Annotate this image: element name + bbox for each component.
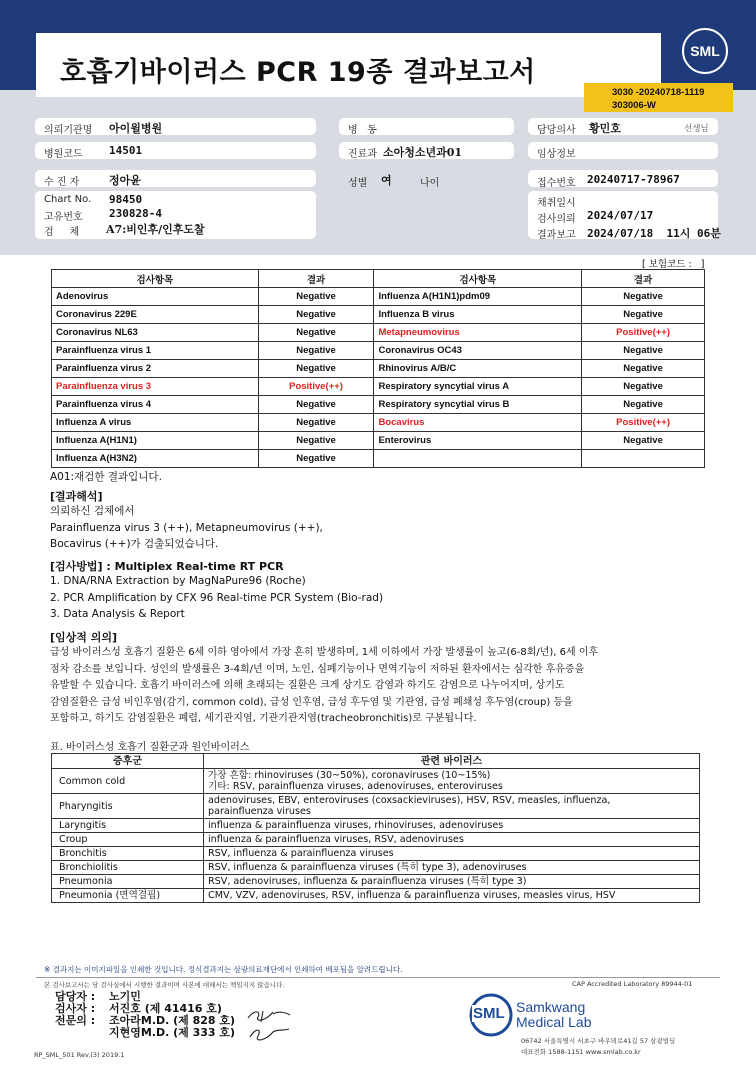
specimen-label: 검 체 bbox=[44, 227, 80, 238]
test-result: Negative bbox=[258, 306, 374, 324]
doctor-label: 담당의사 bbox=[537, 125, 576, 136]
report-date-value: 2024/07/18 11시 06분 bbox=[587, 227, 721, 240]
header-related-virus: 관련 바이러스 bbox=[204, 754, 700, 769]
footer-notice: ※ 결과지는 이미지파일을 인쇄한 것입니다. 정식결과지는 삼광의료재단에서 인쇄하여 배포됨을 알려드립니다. bbox=[44, 965, 403, 974]
report-code-line2: 303006-W bbox=[612, 100, 656, 111]
related-viruses bbox=[204, 889, 700, 903]
staff-role: 전문의 : bbox=[55, 1014, 96, 1027]
virus-line: RSV, adenoviruses, influenza & parainfluenza viruses (특히 type 3) bbox=[208, 876, 527, 887]
disease-row bbox=[52, 819, 700, 833]
test-result: Negative bbox=[258, 288, 374, 306]
syndrome-name: Common cold bbox=[52, 769, 204, 794]
staff-role: 담당자 : bbox=[55, 990, 96, 1003]
interpretation-line: 의뢰하신 검체에서 bbox=[50, 505, 135, 517]
result-row bbox=[52, 432, 705, 450]
related-viruses bbox=[204, 847, 700, 861]
interpretation-line: Parainfluenza virus 3 (++), Metapneumovirus (++), bbox=[50, 521, 323, 534]
test-item: Influenza A(H3N2) bbox=[52, 450, 259, 468]
sml-logo: SML bbox=[682, 28, 728, 74]
header-test-item: 검사항목 bbox=[374, 270, 582, 288]
unique-no-value: 230828-4 bbox=[109, 207, 162, 220]
test-result: Negative bbox=[258, 450, 374, 468]
interpretation-line: Bocavirus (++)가 검출되었습니다. bbox=[50, 538, 219, 550]
test-item: Coronavirus OC43 bbox=[374, 342, 582, 360]
hospital-code-value: 14501 bbox=[109, 144, 143, 157]
staff-list bbox=[55, 991, 235, 1039]
brand-name bbox=[516, 1000, 592, 1030]
test-item: Coronavirus 229E bbox=[52, 306, 259, 324]
test-item: Parainfluenza virus 2 bbox=[52, 360, 259, 378]
contact-line: 대표전화 1588-1151 www.smlab.co.kr bbox=[521, 1048, 641, 1056]
clinical-meaning-text bbox=[50, 645, 598, 728]
institution-label: 의뢰기관명 bbox=[44, 125, 93, 136]
test-result: Negative bbox=[258, 396, 374, 414]
test-item: Parainfluenza virus 4 bbox=[52, 396, 259, 414]
sex-label: 성별 bbox=[348, 178, 368, 189]
related-viruses bbox=[204, 875, 700, 889]
result-row bbox=[52, 342, 705, 360]
sex-value: 여 bbox=[381, 174, 392, 187]
hospital-code-label: 병원코드 bbox=[44, 149, 83, 160]
header-result: 결과 bbox=[582, 270, 705, 288]
test-item: Influenza A virus bbox=[52, 414, 259, 432]
related-viruses bbox=[204, 794, 700, 819]
chart-no-label: Chart No. bbox=[44, 194, 92, 205]
result-row bbox=[52, 360, 705, 378]
clinical-meaning-line: 점차 감소를 보입니다. 성인의 발생률은 3-4회/년 이며, 노인, 심폐기능이나 면역기능이 저하된 환자에서는 심각한 후유증을 bbox=[50, 663, 585, 675]
virus-line: influenza & parainfluenza viruses, RSV, adenoviruses bbox=[208, 834, 464, 845]
department-label: 진료과 bbox=[348, 149, 377, 160]
report-title: 호흡기바이러스 PCR 19종 결과보고서 bbox=[60, 57, 536, 88]
disease-table bbox=[51, 753, 700, 903]
footer-divider bbox=[36, 977, 720, 978]
address-line: 06742 서울특별시 서초구 바우뫼로41길 57 삼광빌딩 bbox=[521, 1037, 676, 1045]
method-line: 2. PCR Amplification by CFX 96 Real-time PCR System (Bio-rad) bbox=[50, 591, 384, 604]
related-viruses bbox=[204, 833, 700, 847]
test-item: Respiratory syncytial virus A bbox=[374, 378, 582, 396]
related-viruses bbox=[204, 769, 700, 794]
request-value: 2024/07/17 bbox=[587, 209, 654, 222]
virus-line: 가장 흔함: rhinoviruses (30~50%), coronaviruses (10~15%) bbox=[208, 770, 491, 781]
staff-role: 검사자 : bbox=[55, 1002, 96, 1015]
header-syndrome: 증후군 bbox=[52, 754, 204, 769]
insurance-code: [ 보험코드 : ] bbox=[642, 259, 705, 270]
collect-label: 채취일시 bbox=[537, 198, 576, 209]
sml-footer-logo: SML bbox=[473, 1005, 505, 1022]
report-code-line1: 3030 -20240718-1119 bbox=[612, 87, 705, 98]
result-row bbox=[52, 288, 705, 306]
syndrome-name: Laryngitis bbox=[52, 819, 204, 833]
report-code-tag bbox=[584, 83, 733, 112]
signature-image bbox=[245, 1003, 295, 1043]
test-result: Negative bbox=[582, 432, 705, 450]
brand-line: Samkwang bbox=[516, 999, 586, 1015]
virus-line: adenoviruses, EBV, enteroviruses (coxsackieviruses), HSV, RSV, measles, influenza, bbox=[208, 795, 611, 806]
test-result: Negative bbox=[582, 306, 705, 324]
age-label: 나이 bbox=[420, 178, 440, 189]
disease-row bbox=[52, 833, 700, 847]
test-result: Negative bbox=[582, 342, 705, 360]
doctor-value: 황민호 bbox=[589, 122, 621, 135]
receipt-value: 20240717-78967 bbox=[587, 173, 680, 186]
request-label: 검사의뢰 bbox=[537, 214, 576, 225]
ward-label: 병 동 bbox=[348, 125, 377, 136]
patient-name-value: 정아윤 bbox=[109, 174, 141, 187]
result-row bbox=[52, 378, 705, 396]
staff-name: 노기민 bbox=[109, 990, 141, 1003]
staff-name: 지현영M.D. (제 333 호) bbox=[109, 1026, 236, 1039]
test-item: Influenza A(H1N1)pdm09 bbox=[374, 288, 582, 306]
method-text bbox=[50, 573, 383, 623]
virus-line: CMV, VZV, adenoviruses, RSV, influenza & parainfluenza viruses, measles virus, HSV bbox=[208, 890, 616, 901]
test-result: Negative bbox=[258, 342, 374, 360]
test-item bbox=[374, 450, 582, 468]
disease-row bbox=[52, 847, 700, 861]
test-item: Parainfluenza virus 3 bbox=[52, 378, 259, 396]
method-title: [검사방법] : Multiplex Real-time RT PCR bbox=[50, 560, 284, 573]
patient-name-label: 수 진 자 bbox=[44, 177, 80, 188]
clinical-meaning-line: 감염질환은 급성 비인후염(감기, common cold), 급성 인후염, 급성 후두염 및 기관염, 급성 폐쇄성 후두염(croup) 등을 bbox=[50, 696, 573, 708]
interpretation-text bbox=[50, 503, 323, 553]
staff-name: 서진호 (제 41416 호) bbox=[109, 1002, 222, 1015]
method-line: 1. DNA/RNA Extraction by MagNaPure96 (Roche) bbox=[50, 575, 306, 587]
results-table bbox=[51, 269, 705, 468]
disease-table-caption: 표. 바이러스성 호흡기 질환군과 원인바이러스 bbox=[50, 742, 250, 753]
syndrome-name: Bronchitis bbox=[52, 847, 204, 861]
results-header-row bbox=[52, 270, 705, 288]
test-item: Bocavirus bbox=[374, 414, 582, 432]
disease-row bbox=[52, 769, 700, 794]
report-date-label: 결과보고 bbox=[537, 230, 576, 241]
related-viruses bbox=[204, 819, 700, 833]
test-result: Negative bbox=[582, 288, 705, 306]
syndrome-name: Bronchiolitis bbox=[52, 861, 204, 875]
test-result: Negative bbox=[258, 414, 374, 432]
test-item: Adenovirus bbox=[52, 288, 259, 306]
method-line: 3. Data Analysis & Report bbox=[50, 608, 185, 620]
retest-note: A01:재검한 결과입니다. bbox=[50, 471, 162, 483]
disease-row bbox=[52, 889, 700, 903]
test-result: Negative bbox=[258, 432, 374, 450]
header-test-item: 검사항목 bbox=[52, 270, 259, 288]
staff-name: 조아라M.D. (제 828 호) bbox=[109, 1014, 236, 1027]
result-row bbox=[52, 306, 705, 324]
virus-line: RSV, influenza & parainfluenza viruses (특히 type 3), adenoviruses bbox=[208, 862, 527, 873]
interpretation-title: [결과해석] bbox=[50, 490, 103, 503]
test-result: Negative bbox=[258, 324, 374, 342]
test-result: Positive(++) bbox=[258, 378, 374, 396]
clinical-meaning-line: 급성 바이러스성 호흡기 질환은 6세 이하 영아에서 가장 흔히 발생하며, 1세 이하에서 가장 발생률이 높고(6-8회/년), 6세 이후 bbox=[50, 647, 599, 658]
virus-line: 기타: RSV, parainfluenza viruses, adenoviruses, enteroviruses bbox=[208, 781, 503, 792]
clinical-meaning-title: [임상적 의의] bbox=[50, 631, 118, 644]
test-item: Rhinovirus A/B/C bbox=[374, 360, 582, 378]
syndrome-name: Pneumonia (면역결핍) bbox=[52, 889, 204, 903]
virus-line: RSV, influenza & parainfluenza viruses bbox=[208, 848, 394, 859]
test-result: Positive(++) bbox=[582, 414, 705, 432]
test-result: Negative bbox=[582, 360, 705, 378]
disease-row bbox=[52, 875, 700, 889]
institution-value: 아이윌병원 bbox=[109, 122, 163, 135]
syndrome-name: Croup bbox=[52, 833, 204, 847]
chart-no-value: 98450 bbox=[109, 193, 143, 206]
related-viruses bbox=[204, 861, 700, 875]
clinical-info-label: 임상정보 bbox=[537, 149, 576, 160]
result-row bbox=[52, 414, 705, 432]
test-item: Parainfluenza virus 1 bbox=[52, 342, 259, 360]
clinical-meaning-line: 유발할 수 있습니다. 호흡기 바이러스에 의해 초래되는 질환은 크게 상기도 감염과 하기도 감염으로 나누어지며, 상기도 bbox=[50, 680, 565, 691]
doctor-suffix: 선생님 bbox=[684, 124, 709, 134]
department-value: 소아청소년과01 bbox=[383, 146, 463, 159]
result-row bbox=[52, 450, 705, 468]
clinical-meaning-line: 포함하고, 하기도 감염질환은 폐렴, 세기관지염, 기관기관지염(tracheobronchitis)로 구분됩니다. bbox=[50, 713, 477, 724]
footer-disclaimer: 본 검사보고서는 당 검사실에서 시행한 결과이며 사본에 대해서는 책임지지 않습니다. bbox=[44, 981, 285, 989]
test-result: Negative bbox=[258, 360, 374, 378]
brand-line: Medical Lab bbox=[516, 1014, 592, 1030]
result-row bbox=[52, 396, 705, 414]
virus-line: influenza & parainfluenza viruses, rhinoviruses, adenoviruses bbox=[208, 820, 504, 831]
virus-line: parainfluenza viruses bbox=[208, 806, 311, 817]
receipt-label: 접수번호 bbox=[537, 178, 576, 189]
test-result: Negative bbox=[582, 396, 705, 414]
test-item: Enterovirus bbox=[374, 432, 582, 450]
syndrome-name: Pharyngitis bbox=[52, 794, 204, 819]
form-code: RP_SML_501 Rev.(3) 2019.1 bbox=[34, 1051, 125, 1059]
test-item: Influenza B virus bbox=[374, 306, 582, 324]
specimen-value: A7:비인후/인후도찰 bbox=[106, 223, 205, 236]
test-item: Metapneumovirus bbox=[374, 324, 582, 342]
disease-header-row bbox=[52, 754, 700, 769]
syndrome-name: Pneumonia bbox=[52, 875, 204, 889]
test-result: Negative bbox=[582, 378, 705, 396]
disease-row bbox=[52, 794, 700, 819]
header-result: 결과 bbox=[258, 270, 374, 288]
unique-no-label: 고유번호 bbox=[44, 212, 83, 223]
test-result bbox=[582, 450, 705, 468]
cap-accreditation: CAP Accredited Laboratory 89944-01 bbox=[572, 980, 693, 988]
test-item: Coronavirus NL63 bbox=[52, 324, 259, 342]
test-item: Influenza A(H1N1) bbox=[52, 432, 259, 450]
disease-row bbox=[52, 861, 700, 875]
test-item: Respiratory syncytial virus B bbox=[374, 396, 582, 414]
result-row bbox=[52, 324, 705, 342]
test-result: Positive(++) bbox=[582, 324, 705, 342]
